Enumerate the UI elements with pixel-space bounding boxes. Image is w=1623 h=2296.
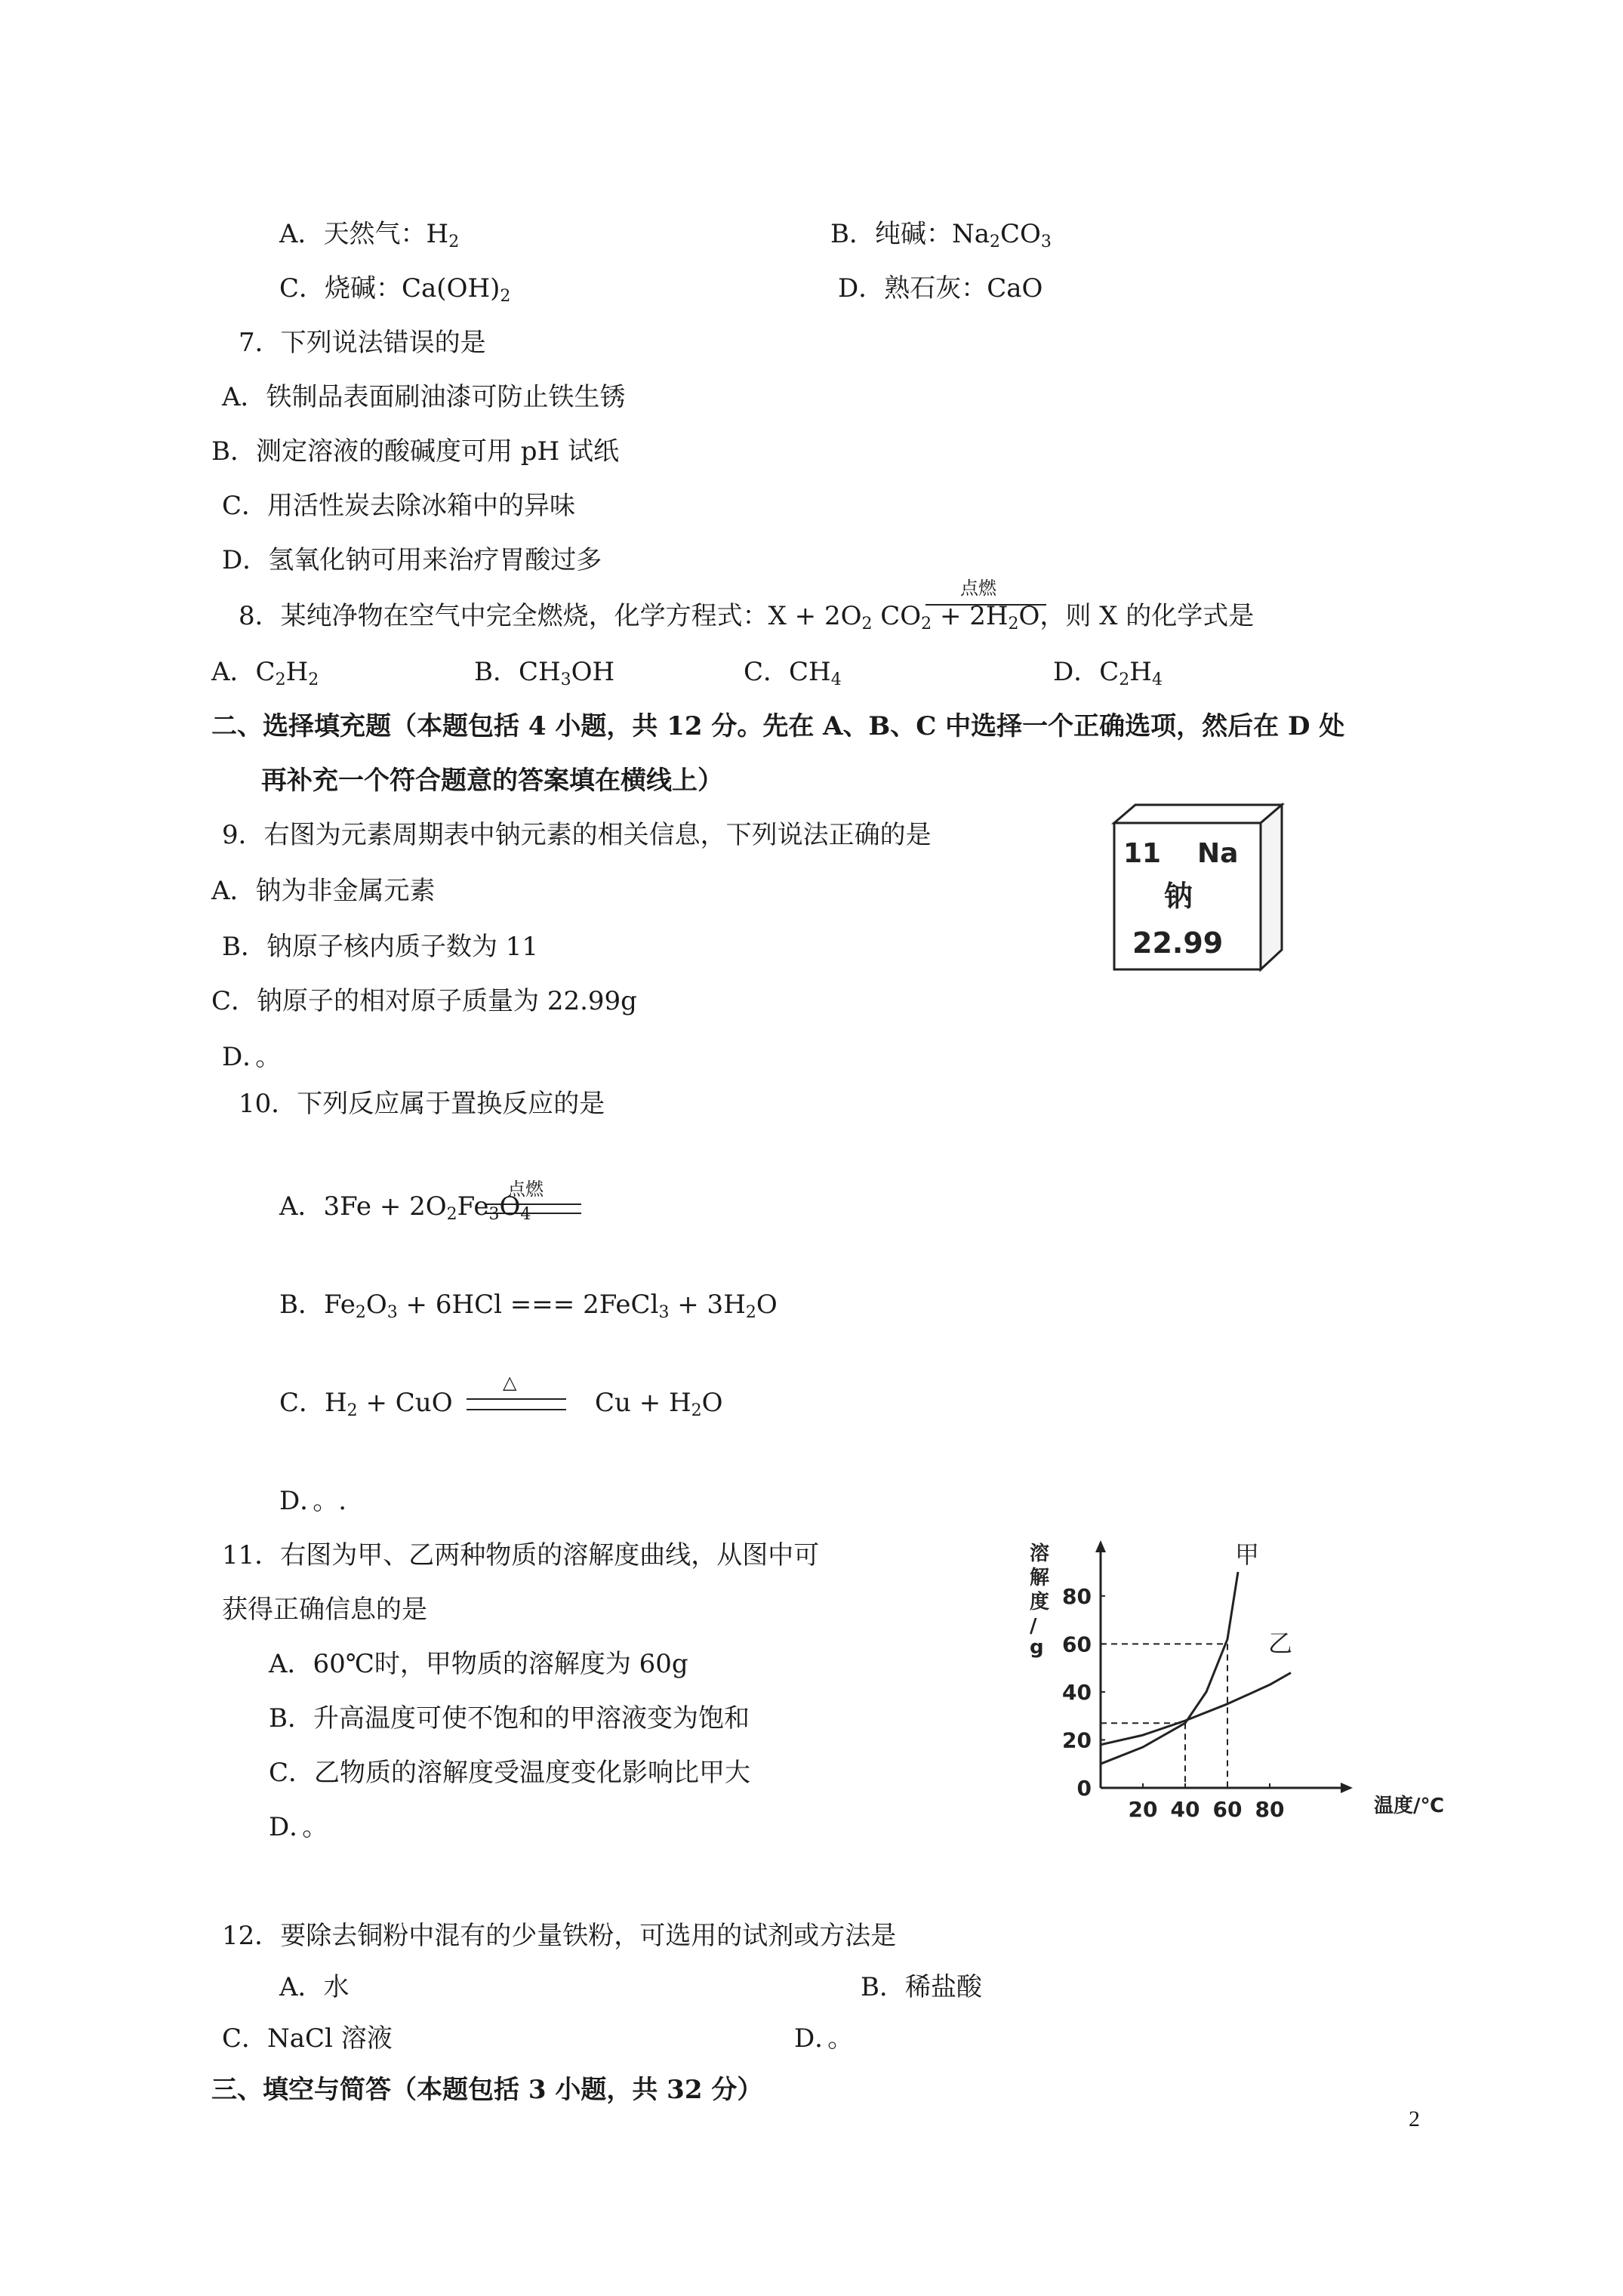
q12-option-a: A．水: [279, 1972, 350, 2002]
q7-option-a: A．铁制品表面刷油漆可防止铁生锈: [222, 382, 626, 412]
q10-stem: 10．下列反应属于置换反应的是: [239, 1089, 605, 1119]
q8-option-c: C．$CH_4$: [744, 657, 842, 689]
section3-heading: 三、填空与简答（本题包括 3 小题，共 32 分）: [211, 2075, 763, 2105]
element-name: 钠: [1164, 880, 1193, 913]
x-tick-label: 40: [1170, 1797, 1200, 1822]
q10c-equation-bar-2: [467, 1409, 566, 1410]
q10-option-c-right: $Cu + H_2O$: [595, 1388, 723, 1420]
y-tick-label: 40: [1062, 1679, 1092, 1705]
y-axis-label-char-3: 度: [1030, 1591, 1050, 1613]
series-curve-1: [1101, 1572, 1238, 1764]
y-tick-label: 20: [1062, 1727, 1092, 1753]
q6-option-b: B．纯碱：$Na_2CO_3$: [830, 219, 1052, 251]
q8-reaction-condition: 点燃: [960, 578, 996, 599]
element-symbol: Na: [1197, 838, 1239, 869]
y-axis-label-char-1: 溶: [1030, 1542, 1050, 1565]
solubility-chart: [1012, 1524, 1444, 1848]
q8-stem: 8．某纯净物在空气中完全燃烧，化学方程式：$X + 2O_2$ $CO_2 + 2H_2O$，则 X 的化学式是: [239, 601, 1255, 633]
q6-option-d: D．熟石灰：CaO: [838, 273, 1043, 304]
q9-option-d: D．。: [222, 1042, 282, 1072]
q6-option-c: C．烧碱：$Ca(OH)_2$: [279, 273, 511, 306]
q7-option-d: D．氢氧化钠可用来治疗胃酸过多: [222, 545, 602, 575]
atomic-number: 11: [1123, 838, 1162, 869]
q9-option-a: A．钠为非金属元素: [211, 876, 436, 906]
q10-option-b: B．$Fe_2O_3 + 6HCl$ === 2FeCl$_3$ + $3H_2O$: [279, 1290, 778, 1322]
x-tick-label: 60: [1212, 1797, 1243, 1822]
q9-option-c: C．钠原子的相对原子质量为 22.99g: [211, 986, 637, 1016]
element-tile-top: [1114, 805, 1282, 823]
y-axis-label-char-5: g: [1030, 1636, 1044, 1659]
q9-stem: 9．右图为元素周期表中钠元素的相关信息，下列说法正确的是: [222, 820, 932, 850]
y-tick-label: 80: [1062, 1583, 1092, 1609]
q12-option-c: C．NaCl 溶液: [222, 2023, 393, 2054]
element-tile-side: [1261, 805, 1282, 969]
q6-option-a: A．天然气：$H_2$: [279, 219, 460, 251]
series-label-1: 甲: [1235, 1540, 1260, 1569]
q7-option-c: C．用活性炭去除冰箱中的异味: [222, 491, 576, 521]
q10c-reaction-condition: △: [503, 1372, 517, 1393]
q12-option-d: D．。: [794, 2023, 854, 2054]
section2-heading: 二、选择填充题（本题包括 4 小题，共 12 分。先在 A、B、C 中选择一个正确选项，然后在 D 处: [211, 711, 1345, 741]
q11-option-d: D．。: [269, 1812, 328, 1842]
q7-option-b: B．测定溶液的酸碱度可用 pH 试纸: [211, 436, 620, 467]
y-axis-label-char-4: /: [1030, 1615, 1037, 1638]
element-tile-figure: [1110, 802, 1291, 975]
q7-stem: 7．下列说法错误的是: [239, 328, 486, 358]
page-number: 2: [1409, 2106, 1420, 2131]
section2-heading-cont: 再补充一个符合题意的答案填在横线上）: [261, 766, 723, 796]
q12-option-b: B．稀盐酸: [861, 1972, 982, 2002]
x-tick-label: 80: [1255, 1797, 1285, 1822]
q10a-reaction-condition: 点燃: [507, 1179, 544, 1200]
y-tick-label: 60: [1062, 1632, 1092, 1657]
q10-option-c-left: C．$H_2$ + CuO: [279, 1388, 453, 1420]
q11-stem-line2: 获得正确信息的是: [222, 1595, 427, 1625]
atomic-mass: 22.99: [1132, 926, 1224, 960]
y-axis-arrow: [1095, 1540, 1106, 1552]
q8-option-b: B．$CH_3OH$: [474, 657, 615, 689]
q9-option-b: B．钠原子核内质子数为 11: [222, 932, 539, 962]
q8-option-a: A．$C_2H_2$: [211, 657, 319, 689]
q10-option-d: D．。.: [279, 1486, 347, 1516]
q12-stem: 12．要除去铜粉中混有的少量铁粉，可选用的试剂或方法是: [222, 1921, 897, 1951]
q10c-equation-bar-1: [467, 1398, 566, 1400]
x-axis-arrow: [1341, 1783, 1353, 1793]
y-axis-label-char-2: 解: [1030, 1567, 1050, 1589]
x-axis-label: 温度/℃: [1374, 1795, 1444, 1817]
series-label-2: 乙: [1268, 1629, 1293, 1658]
q11-option-b: B．升高温度可使不饱和的甲溶液变为饱和: [269, 1703, 750, 1734]
y-tick-label: 0: [1076, 1776, 1092, 1801]
q11-option-a: A．60℃时，甲物质的溶解度为 60g: [269, 1649, 688, 1679]
x-tick-label: 20: [1128, 1797, 1158, 1822]
q11-option-c: C．乙物质的溶解度受温度变化影响比甲大: [269, 1758, 751, 1788]
q10-option-a: A．$3Fe + 2O_2Fe_3O_4$: [279, 1191, 531, 1224]
q11-stem-line1: 11．右图为甲、乙两种物质的溶解度曲线，从图中可: [222, 1540, 820, 1570]
q8-option-d: D．$C_2H_4$: [1053, 657, 1163, 689]
